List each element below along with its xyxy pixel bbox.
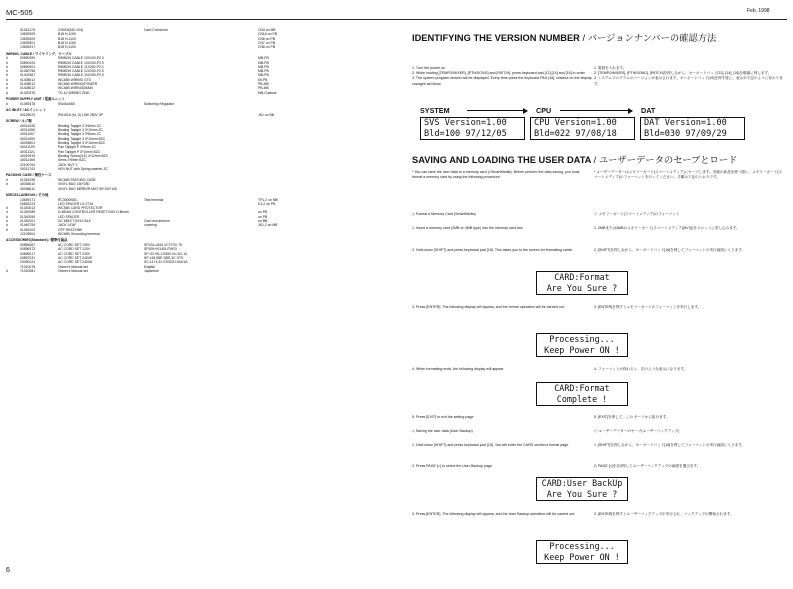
row-mark: # [6,60,8,65]
row-mark: # [6,56,8,61]
part-description: Binding Tapight 3 3*10mm ZC [58,128,103,133]
parts-row [6,167,394,171]
part-number: 13639309 [20,32,36,37]
row-mark: # [6,182,8,187]
part-description: Owner's Manual set [58,264,88,269]
lcd-processing-format [536,333,628,357]
format-step-4-en: 4. When formatting ends, the following display will appear. [412,367,505,371]
part-description: CN015(640-104) [58,28,84,32]
part-number: 01460754 [20,223,36,228]
part-location: JK1 on BB [258,112,275,117]
row-mark: # [6,227,8,232]
part-description: JACK LEAF [58,223,77,228]
right-column [412,30,787,87]
part-description: HEX NUT with Spring washer ZC [58,166,108,171]
row-mark: # [6,223,8,228]
lcd-line-2: Bld=022 97/08/18 [534,128,617,139]
lcd-processing-backup [536,540,628,564]
part-number: 00897031 [20,255,36,260]
part-number: 01345101 [20,219,36,224]
part-function [144,113,258,117]
part-location: CN6 on PB [258,36,275,41]
part-description: AC CORD SET 230V [58,251,90,256]
part-number: 01402367 [20,73,36,78]
lcd-line-2: Are You Sure ? [546,488,618,499]
step-text-ja: 1. 電源を入れます。 [594,66,627,70]
part-number: 01340089 [20,210,36,215]
part-function: Card Connector [144,28,168,32]
row-mark: # [6,64,8,69]
parts-row [6,91,394,95]
part-description: VINYL BAG MIRROR MAT 50*100*140 [58,186,117,191]
format-step-2-ja: 2. [SHIFT]を押しながら、キーボードパッド[16]を押してフォーマットの実行画面に入ります。 [594,248,746,252]
saving-title: SAVING AND LOADING THE USER DATA [412,155,592,165]
part-number: 01340012 [20,206,36,211]
format-step-1-en: 1. Insert a memory card (2MB or 4MB type) into the memory card slot. [412,226,524,230]
row-mark [6,232,20,236]
lcd-line-2: Bld=100 97/12/05 [424,128,507,139]
format-step-5-en: 5. Press [EXIT] to exit the setting page. [412,415,475,419]
part-number: 00892223 [20,201,36,206]
lcd-line-1: CPU Version=1.00 [534,118,617,128]
format-step-3-ja: 3. [ENTER]を押すとメモリーカードのフォーマットを実行します。 [594,305,702,309]
lcd-line-2: Keep Power ON ! [544,551,620,562]
part-number: 40036610 [20,182,36,187]
part-number: 23490124 [20,260,36,265]
row-mark [6,45,20,49]
format-step-1-ja: 1. 2MBまたは4MBのメモリーカード(スマートメディア)(5V品)をスロットに差し込みます。 [594,226,740,230]
part-location [258,102,358,106]
part-number: 01408512 [20,77,36,82]
row-mark [6,113,20,117]
part-description: Binding Tapight 3 3*8mm ZC [58,123,102,128]
part-number: 22100764 [20,162,36,167]
part-number: 13639317 [20,45,36,50]
part-description: AC CORD SET 120V [58,247,90,252]
part-function: Switching Regulator [144,101,175,106]
part-number: 00896367 [20,243,36,248]
part-description: WC46B WIRING(MAIN [58,86,93,91]
part-location: on BB [258,219,268,224]
lcd-line-1: Processing... [549,541,615,551]
save-heading-en: ◇ Saving the user data (User Backup) [412,429,473,433]
part-description: Pan Tapight P 3*10mm BZC [58,149,101,154]
parts-row [6,269,394,273]
part-number: 13639300 [20,36,36,41]
row-mark: # [6,73,8,78]
part-location: CN7 on PB [258,40,275,45]
parts-section-title: WIRING, CABLE / ワイヤリング、ケーブル [6,51,72,56]
parts-section-title: SCREW / ネジ類 [6,119,32,124]
save-step-1-ja: 1. [SHIFT]を押しながら、キーボードパッド[15]を押してフォーマットの実行画面に入ります。 [594,443,746,447]
label-cpu: CPU [536,106,552,115]
part-number: 00890390 [20,56,36,61]
part-number: 01408512 [20,86,36,91]
part-function: Card escutcheon [144,219,170,224]
format-step-3-en: 3. Press [ENTER]. The following display will appear, and the format operation will be carried out. [412,305,565,309]
part-location: MB-PB [258,64,269,69]
part-number: 40039801 [20,141,36,146]
arrow-right [467,110,527,111]
part-description: LED SPACER [58,214,80,219]
row-mark: # [6,86,8,91]
part-location: JK1,2 on MB [258,223,278,228]
lcd-line-1: Processing... [549,334,615,344]
part-number: 40011199 [20,145,35,150]
part-description: Binding Screw(ILE) 4*12mm BZC [58,153,109,158]
part-number: 01341178 [20,28,35,32]
label-dat: DAT [641,106,656,115]
parts-section-title: PACKING CASE / 梱包ケース [6,173,52,178]
page-number: 6 [6,567,10,574]
row-mark: # [6,77,8,82]
intro-ja: * ユーザーデーターはメモリーカード(スマートメディア)にセーブします。市販の新品を使う際に、メモリーカード(スマートメディア)のフォーマットを行ってください。手順は下記のとおりです。 [594,170,783,180]
part-description: WC46B WIRING GT3 [58,77,91,82]
row-mark: # [6,219,8,224]
part-function: Test terminal [144,197,164,202]
part-function [144,187,258,191]
row-mark: # [6,206,8,211]
parts-row [6,45,394,49]
part-function: covering [144,223,157,228]
part-number: 12109504 [20,231,36,236]
part-description: AC CORD SET 100V [58,243,90,248]
part-number: 01345102 [20,227,36,232]
row-mark [6,167,20,171]
row-mark: # [6,177,8,182]
row-mark [6,187,20,191]
version-title-ja: / バージョンナンバーの確認方法 [582,33,717,43]
format-heading-ja: ◇ メモリーカード(スマートメディア)のフォーマット [594,212,680,216]
part-description: Binding Tapight 3 3*8mm ZC [58,132,102,137]
row-mark: # [6,82,8,87]
part-function: English [144,264,156,269]
part-location: D1,2 on PB [258,201,276,206]
lcd-line-1: CARD:User BackUp [541,478,623,488]
part-description: WC46B WIRING(POWER [58,82,98,87]
part-function: SP10A-4814 VCTF2X.75 [144,243,182,248]
part-number: 00896017 [20,251,36,256]
part-location: CN3 on MB [258,28,276,32]
part-function: Japanese [144,268,159,273]
version-heading [412,30,787,44]
part-description: AC CORD SET 240VA [58,260,92,265]
parts-row [6,102,394,106]
part-description: KW/AA065 [58,101,75,106]
part-location: on PB [258,210,268,215]
lcd-line-1: DAT Version=1.00 [644,118,727,128]
part-location: CN8 on PB [258,45,275,50]
label-system: SYSTEM [420,106,450,115]
step-text-en: 3. The system program version will be displayed. Every time press the keyboard PAD [16], readout on the display changes as follow. [412,76,592,86]
step-text-ja: 2. [TEMPO/MIXER], [PTN/SONG], [PATCH]を押しながら、キーボードパッド[12], [14], [16]を順番に押します。 [594,71,772,76]
part-description: TD-10 WIRING GND [58,90,90,95]
parts-row [6,232,394,236]
part-number: 13639301 [20,40,36,45]
save-step-2-en: 2. Press PAGE [>] to select the User Backup page. [412,464,493,468]
part-location: MB-PB [258,60,269,65]
parts-section-title: POWER SUPPLY UNIT / 電源ユニット [6,97,65,102]
part-description: RIBBON CABLE 11X200-P2.0 [58,64,104,69]
row-mark: # [6,210,8,215]
part-location [258,269,358,273]
part-number: 13659171 [20,197,36,202]
part-function [144,167,258,171]
format-step-4-ja: 4. フォーマットが終わると、次のような表示になります。 [594,367,688,371]
arrow-right [560,110,632,111]
lcd-format-confirm [536,271,628,295]
part-description: Binding Tapight 3 3*10mm BZC [58,136,106,141]
part-number: 40011743 [20,166,35,171]
part-number: 01460756 [20,69,36,74]
part-function [144,91,258,95]
part-number: 40011465 [20,158,35,163]
part-description: Sems 3*8mm BZC [58,158,87,163]
part-location [258,187,358,191]
part-location [258,232,358,236]
row-mark: # [6,101,8,106]
row-mark: # [6,268,8,273]
part-number: 01329378 [20,90,36,95]
part-description: RIBBON CABLE 10X200-P2.0 [58,60,104,65]
part-location: on PB [258,214,268,219]
part-description: WC46B Grounding terminal [58,231,100,236]
parts-section-title: AC INLET / ACインレット [6,108,47,113]
part-location: TP1,2 on MB [258,197,278,202]
part-description: WC46B CARD PROTECTOR [58,206,103,211]
part-description: JACK NUT 2 [58,162,78,167]
part-number: 40036611 [20,186,35,191]
saving-title-ja: / ユーザーデータのセーブとロード [593,155,738,165]
part-description: Pan Tapight P 3*8mm ZC [58,145,97,150]
intro-en: * You can save the user data to a memory card (=SmartMedia). Before perform the data saving, you must format a memory card by using the following procedure. [412,170,580,180]
parts-section-title: ACCESSORIES(Standard) / 標準付属品 [6,238,68,243]
part-description: LED SPACER LS-0716 [58,201,93,206]
lcd-line-2: Keep Power ON ! [544,344,620,355]
part-description: D-BEAM CONTROLLER RESET BUX D-Beam [58,210,129,215]
header-rule [6,19,787,20]
part-number: 00890901 [20,64,36,69]
save-heading-ja: ◇ ユーザーデーターのセーブ(ユーザーバックアップ) [594,429,680,433]
part-number: 00896373 [20,247,36,252]
part-number: 00139023 [20,112,36,117]
save-step-3-en: 3. Press [ENTER]. The following display will appear, and the User Backup operation will be carried out. [412,512,576,516]
part-description: Owner's Manual set [58,268,88,273]
part-description: B18 H-1000 [58,32,77,37]
row-mark: # [6,90,8,95]
format-step-2-en: 2. Hold down [SHIFT] and press keyboard pad [16]. This takes you to the screen for formatting cards. [412,248,573,252]
part-number: 01408512 [20,82,36,87]
part-function: SP-O2+SL1-BS6+VU-3G-10 [144,251,187,256]
row-mark: # [6,69,8,74]
part-description: AC CORD SET 240VE [58,255,93,260]
part-location: MB-PB [258,56,269,61]
part-description: B18 H-1100 [58,36,76,41]
step-text-en: 1. Turn the power on. [412,66,446,70]
part-number: 71010078 [20,264,36,269]
part-description: B18 H-1100 [58,45,76,50]
part-function: SP305+IS14SUTHR3 [144,247,177,252]
part-description: RIBBON CABLE 10X300-P2.0 [58,73,104,78]
lcd-line-2: Bld=030 97/09/29 [644,128,727,139]
part-description: Binding Tapight 3 4*16mm BZC [58,141,106,146]
parts-section-title: MISCELLANEOUS / その他 [6,193,49,197]
parts-row [6,113,394,117]
part-description: B18 H-1000 [58,40,77,45]
lcd-format-complete [536,382,628,406]
part-location: MI-PB [258,77,268,82]
version-title: IDENTIFYING THE VERSION NUMBER [412,33,580,43]
part-description: VINYL BAG 150*280 [58,182,90,187]
lcd-backup-confirm [536,477,628,501]
save-step-2-ja: 2. PAGE [>]を1回押してユーザーバックアップの画面を選びます。 [594,464,701,468]
parts-list [6,28,394,273]
format-heading-en: ◇ Format a Memory Card (SmartMedia) [412,212,476,216]
lcd-line-2: Complete ! [556,393,608,404]
save-step-3-ja: 3. [ENTER]を押すとユーザーバックアップが実行され、バックアップが開始されます。 [594,512,734,516]
row-mark: # [6,214,8,219]
part-location: MB-Chassis [258,90,277,95]
lcd-line-2: Are You Sure ? [546,282,618,293]
parts-row [6,187,394,191]
version-step-3 [412,76,787,86]
part-description: DC 65ECT BX14 BLK [58,219,91,224]
part-number: 01345196 [20,177,36,182]
part-number: 01340090 [20,214,36,219]
part-description: WC46B PACKING CASE [58,177,96,182]
part-function: SC-11+3-3X ES3G3+10A/1A [144,260,188,265]
lcd-cpu-version [530,117,635,140]
model-name: MC-505 [6,8,33,17]
part-number: 40011690 [20,136,35,141]
part-location: MB-PB [258,73,269,78]
part-number: 40011067 [20,132,35,137]
lcd-line-1: CARD:Format [554,383,610,393]
part-location: CN1A on PB [258,32,278,37]
part-description: OFF HEATSINK [58,227,83,232]
part-function: KP-418 B5P-3BS-3C HTS [144,255,184,260]
lcd-system-version [420,117,525,140]
part-function [144,232,258,236]
part-number: 40011321 [20,149,35,154]
lcd-dat-version [640,117,745,140]
step-text-ja: 3. システムプログラムのバージョンが表示されます。キーボードパッド[16]を押す度に、表示が下記のように変わります。 [594,76,783,86]
saving-heading [412,152,737,166]
part-description: RIBBON CABLE 12X200-P2.0 [58,69,104,74]
part-description: PM1018 (KL-3) 10W 250V 3P [58,112,103,117]
part-number: 71010081 [20,268,36,273]
part-number: 40010919 [20,153,36,158]
step-text-en: 2. While holding [TEMPO/MIXER], [PTN/SONG] and [PATCH], press keyboard pad [12],[14] and [16] in order. [412,71,586,76]
doc-date: Feb. 1998 [747,8,770,14]
part-location: PB-MB [258,86,269,91]
part-number: 40011056 [20,128,35,133]
part-location [258,167,358,171]
part-description: RIBBON CABLE 10X100-P2.0 [58,56,104,61]
part-location: MB-PB [258,69,269,74]
lcd-line-1: SVS Version=1.00 [424,118,507,128]
save-step-1-en: 1. Hold down [SHIFT] and press keyboard pad [15]. You will enter the CARD section's format page. [412,443,570,447]
part-location: PB-MB [258,82,269,87]
format-step-5-ja: 5. [EXIT]を押して、この モードから抜けます。 [594,415,670,419]
part-description: RC3000BDC [58,197,78,202]
part-number: 01459378 [20,101,36,106]
part-number: 00890423 [20,60,36,65]
part-function [144,45,258,49]
part-number: 40011045 [20,123,35,128]
lcd-line-1: CARD:Format [554,272,610,282]
